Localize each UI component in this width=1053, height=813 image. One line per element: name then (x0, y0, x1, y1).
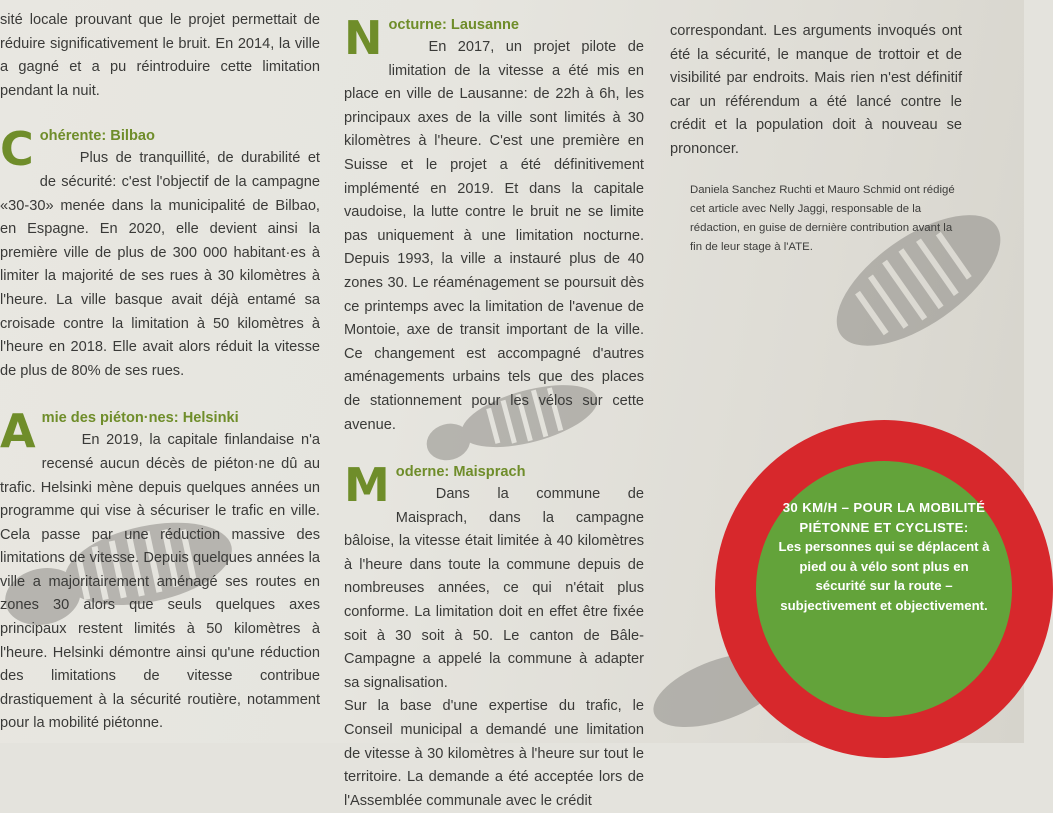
maisprach-paragraph (344, 483, 644, 695)
column-1 (0, 9, 320, 736)
heading-helsinki: mie des piéton·nes: Helsinki (41, 410, 239, 427)
maisprach-paragraph-2: Sur la base d'une expertise du trafic, le Conseil municipal a demandé une limitation de vitesse à 30 kilomètres à l'heure sur tout le territoire. La demande a été acceptée lors de l'Assemblée communale avec le crédit (344, 698, 644, 809)
column-2 (344, 11, 644, 813)
badge-title: 30 KM/H – POUR LA MOBILITÉ PIÉTONNE ET CYCLISTE: (782, 500, 986, 535)
heading-lausanne: octurne: Lausanne (388, 17, 520, 33)
heading-maisprach: oderne: Maisprach (395, 464, 526, 481)
section-lausanne (344, 11, 644, 437)
continuation-paragraph: correspondant. Les arguments invoqués ont été la sécurité, le manque de trottoir et de visibilité par endroits. Mais rien n'est définitif car un référendum a été lancé contre le crédit et la population doit à nouveau se prononcer. (670, 23, 962, 157)
drop-cap-m: M (344, 458, 390, 513)
bilbao-body: Plus de tranquillité, de durabilité et de sécurité: c'est l'objectif de la campagne «30-30» menée dans la municipalité de Bilbao, en Espagne. En 2020, elle devient ainsi la première ville de plus de 300 000 habitant·es à limiter la majorité de ses rues à 30 kilomètres à l'heure. La ville basque avait déjà entamé sa croisade contre la limitation à 50 kilomètres à l'heure en 2018. Elle avait alors réduit la vitesse de plus de 80% de ses rues. (0, 150, 320, 379)
drop-cap-n: N (344, 11, 383, 65)
drop-cap-a: A (0, 404, 36, 459)
badge-text (774, 498, 994, 616)
heading-bilbao: ohérente: Bilbao (39, 128, 155, 145)
drop-cap-c: C (0, 122, 34, 177)
section-maisprach (344, 458, 644, 813)
lausanne-body: En 2017, un projet pilote de limitation de la vitesse a été mis en place en ville de Lausanne: de 22h à 6h, les principaux axes de la ville sont limités à 30 kilomètres à l'heure. C'est une première en Suisse et le projet a été définitivement implémenté en 2019. Et dans la capitale vaudoise, la lutte contre le bruit ne se limite pas uniquement à une limitation nocturne. Depuis 1993, la ville a instauré plus de 40 zones 30. Le réaménagement se poursuit dès ce printemps avec la limitation de l'avenue de Montoie, axe de transit important de la ville. Ce changement est accompagné d'autres aménagements urbains tels que des places de stationnement pour les vélos sur cette avenue. (344, 39, 644, 433)
author-credit: Daniela Sanchez Ruchti et Mauro Schmid ont rédigé cet article avec Nelly Jaggi, responsable de la rédaction, en guise de dernière contribution avant la fin de leur stage à l'ATE. (690, 184, 955, 253)
section-bilbao (0, 122, 320, 383)
intro-paragraph: sité locale prouvant que le projet permettait de réduire significativement le bruit. En 2014, la ville a gagné et a pu réintroduire cette limitation pendant la nuit. (0, 12, 320, 99)
helsinki-paragraph (0, 429, 320, 736)
lausanne-paragraph (344, 36, 644, 437)
section-helsinki (0, 404, 320, 736)
column-3 (670, 20, 962, 162)
helsinki-body: En 2019, la capitale finlandaise n'a recensé aucun décès de piéton·ne dû au trafic. Helsinki mène depuis quelques années un programme qui vise à sécuriser le trafic en ville. Cela passe par une réduction massive des limitations de vitesse. Depuis quelques années la ville a majoritairement aménagé ses routes en zones 30 alors que seuls quelques axes principaux restent limités à 50 kilomètres à l'heure. Helsinki démontre ainsi qu'une réduction des limitations de vitesse contribue drastiquement à la sécurité routière, notamment pour la mobilité piétonne. (0, 432, 320, 732)
bilbao-paragraph (0, 147, 320, 383)
badge-body: Les personnes qui se déplacent à pied ou à vélo sont plus en sécurité sur la route – subjectivement et objectivement. (778, 539, 990, 613)
maisprach-body: Dans la commune de Maisprach, dans la campagne bâloise, la vitesse était limitée à 40 kilomètres à l'heure dans toute la commune depuis de nombreuses années, ce qui n'était plus conforme. La limitation doit en effet être fixée soit à 30 soit à 50. Le canton de Bâle-Campagne a appelé la commune à adapter sa signalisation. (344, 486, 644, 691)
